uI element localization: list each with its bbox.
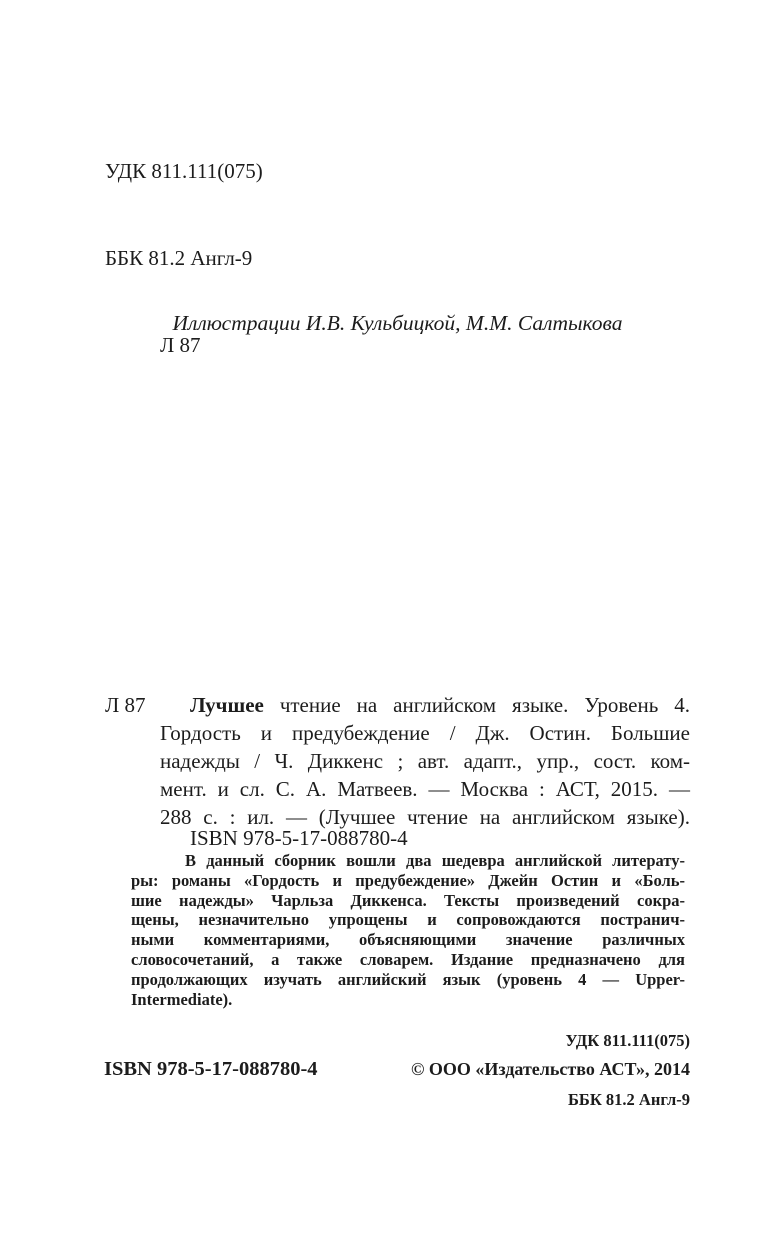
record-title-bold: Лучшее [190,693,264,717]
annotation-line: Intermediate). [131,989,233,1009]
annotation-line: продолжающих изучать английский язык (уровень 4 — Upper- [131,969,685,989]
copyright-notice: © ООО «Издательство АСТ», 2014 [410,1059,690,1079]
record-line: мент. и сл. С. А. Матвеев. — Москва : АСТ, 2015. — [160,777,690,801]
bottom-line [104,1058,690,1081]
record-line: Гордость и предубеждение / Дж. Остин. Большие [160,721,690,745]
record-title-line [190,691,690,719]
annotation-line: шие надежды» Чарльза Диккенса. Тексты произведений сокра- [131,890,685,910]
footer-isbn-number: ISBN 978-5-17-088780-4 [104,1058,318,1080]
catalog-record [105,691,690,831]
annotation-line: В данный сборник вошли два шедевра английской литерату- [185,851,685,870]
annotation-line: ры: романы «Гордость и предубеждение» Джейн Остин и «Боль- [131,870,685,890]
illustrations-credit: Иллюстрации И.В. Кульбицкой, М.М. Салтыкова [172,311,623,335]
record-line: 288 с. : ил. — (Лучшее чтение на английском языке). [160,805,690,829]
header-classification-codes [105,99,263,418]
isbn-number: ISBN 978-5-17-088780-4 [190,826,408,850]
author-sign: Л 87 [160,333,201,357]
annotation-line: словосочетаний, а также словарем. Издание предназначено для [131,949,685,969]
annotation [131,851,685,1009]
bbk-number: ББК 81.2 Англ-9 [105,246,253,270]
record-author-sign: Л 87 [105,693,146,717]
annotation-line: ными комментариями, объясняющими значение различных [131,930,685,950]
record-title-rest: чтение на английском языке. Уровень 4. [279,693,690,717]
bbk-number-right: ББК 81.2 Англ-9 [568,1089,690,1109]
record-line: надежды / Ч. Диккенс ; авт. адапт., упр., сост. ком- [160,749,690,773]
annotation-line: щены, незначительно упрощены и сопровождаются постранич- [131,910,685,930]
udc-number: УДК 811.111(075) [105,159,263,183]
udc-number-right: УДК 811.111(075) [565,1031,690,1050]
